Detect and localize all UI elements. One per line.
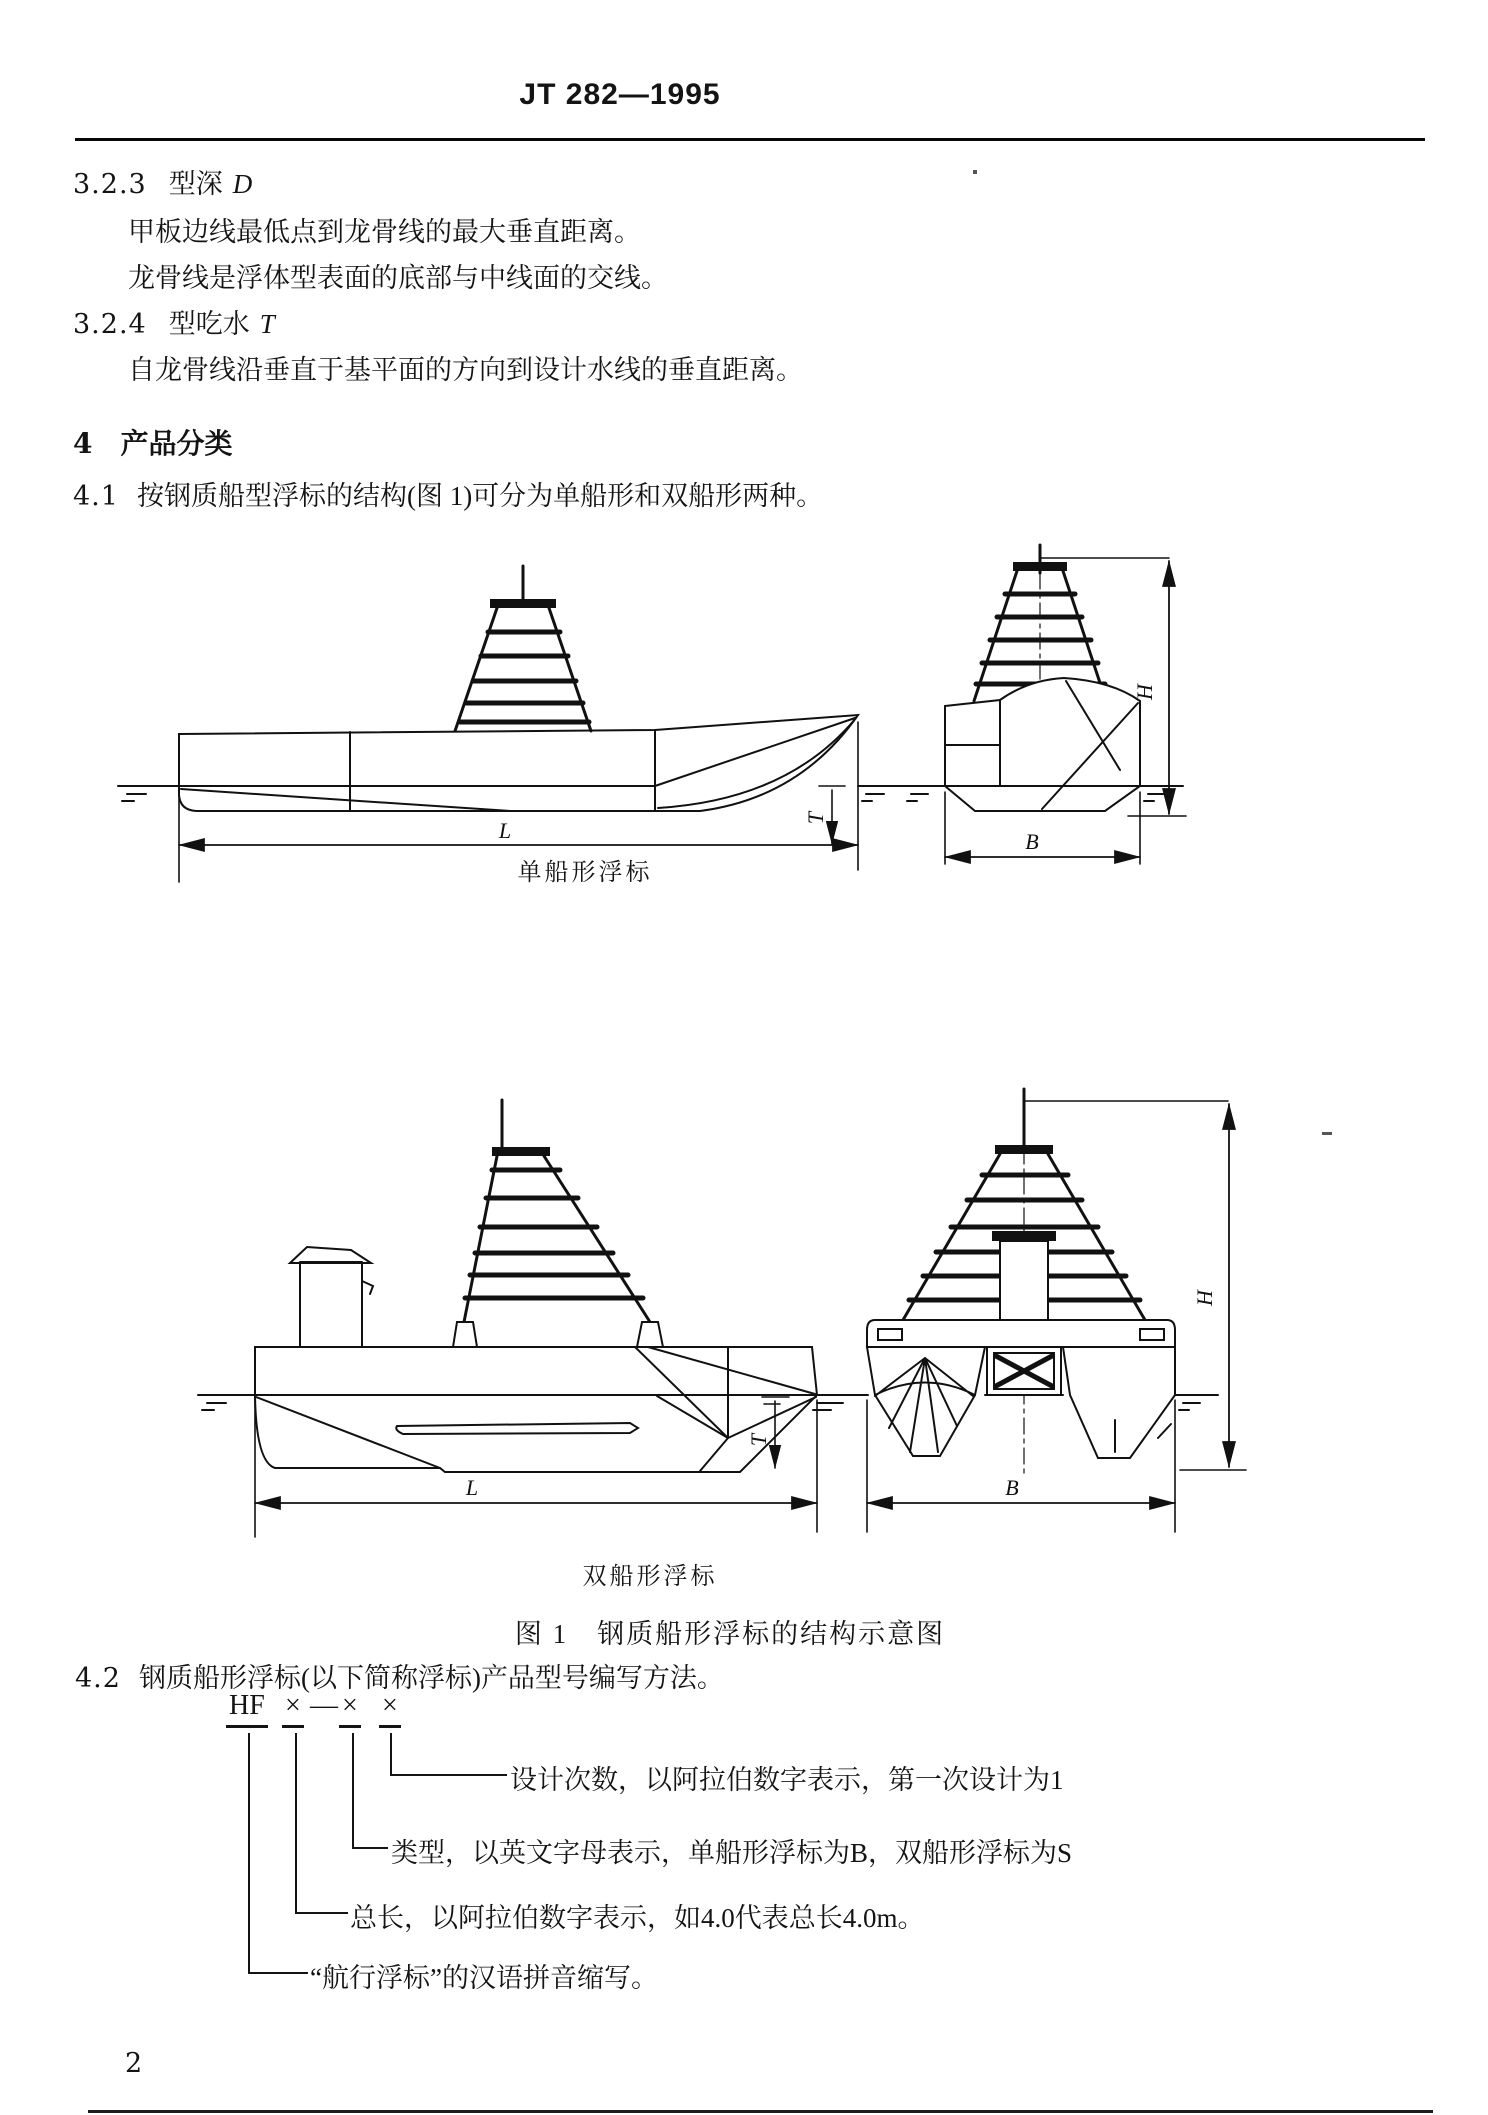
clause-number: 4.2 <box>75 1663 121 1694</box>
single-hull-buoy-drawing <box>70 540 1200 890</box>
double-hull-front-view <box>808 1089 1246 1532</box>
paragraph: 自龙骨线沿垂直于基平面的方向到设计水线的垂直距离。 <box>128 355 803 385</box>
double-hull-buoy-drawing <box>130 1080 1290 1560</box>
standard-code-header: JT 282—1995 <box>519 78 721 111</box>
dimension-label-L: L <box>465 1475 479 1500</box>
section-number: 3.2.4 <box>73 309 147 340</box>
dimension-label-T: T <box>746 1433 771 1447</box>
deck-slab <box>867 1320 1175 1347</box>
callout-line-type <box>352 1733 388 1849</box>
symbol-depth-D: D <box>232 169 253 199</box>
dimension-label-B: B <box>1005 1475 1019 1500</box>
dimension-label-L: L <box>498 818 512 843</box>
daymark-tower-side <box>455 566 591 731</box>
dimension-label-B: B <box>1025 829 1039 854</box>
clause-text: 钢质船形浮标(以下简称浮标)产品型号编写方法。 <box>138 1663 724 1693</box>
daymark-tower-side <box>453 1100 663 1347</box>
right-hull <box>1063 1347 1175 1458</box>
radar-reflector <box>987 1231 1061 1395</box>
single-hull-front-view <box>903 545 1186 864</box>
model-code-x1: × <box>282 1690 304 1728</box>
model-code-x2: × <box>339 1690 361 1728</box>
section-title: 型深 <box>168 169 223 199</box>
callout-type: 类型，以英文字母表示，单船形浮标为B，双船形浮标为S <box>391 1838 1073 1868</box>
model-code-prefix: HF <box>226 1690 268 1728</box>
model-code-dash: — <box>310 1690 338 1721</box>
scan-bottom-edge <box>88 2110 1433 2113</box>
callout-line-pinyin <box>248 1733 308 1974</box>
symbol-draft-T: T <box>259 309 275 339</box>
paragraph: 龙骨线是浮体型表面的底部与中线面的交线。 <box>128 263 668 293</box>
section-number: 3.2.3 <box>73 169 147 200</box>
callout-length: 总长，以阿拉伯数字表示，如4.0代表总长4.0m。 <box>350 1903 925 1933</box>
section-title: 型吃水 <box>168 309 250 339</box>
clause-text: 按钢质船型浮标的结构(图 1)可分为单船形和双船形两种。 <box>136 481 824 511</box>
chapter-number: 4 <box>73 427 93 460</box>
chapter-heading-4 <box>73 422 233 462</box>
header-rule <box>75 138 1425 141</box>
cabin <box>290 1247 373 1347</box>
clause-number: 4.1 <box>73 481 119 512</box>
section-heading-3-2-3 <box>73 170 252 200</box>
chapter-title: 产品分类 <box>120 428 233 459</box>
scan-speck <box>1322 1132 1332 1135</box>
callout-design: 设计次数，以阿拉伯数字表示，第一次设计为1 <box>510 1765 1064 1795</box>
left-hull <box>867 1347 985 1456</box>
callout-pinyin: “航行浮标”的汉语拼音缩写。 <box>310 1963 658 1993</box>
dimension-label-H: H <box>1192 1290 1217 1306</box>
paragraph: 甲板边线最低点到龙骨线的最大垂直距离。 <box>128 217 641 247</box>
dimension-label-T: T <box>803 811 828 825</box>
page-number: 2 <box>125 2048 143 2079</box>
scan-speck <box>973 170 977 174</box>
caption-single-hull: 单船形浮标 <box>517 860 653 886</box>
caption-double-hull: 双船形浮标 <box>582 1564 718 1590</box>
clause-4-1 <box>73 482 823 512</box>
double-hull-side-view <box>198 1100 868 1537</box>
dimension-label-H: H <box>1132 684 1157 700</box>
model-code-x3: × <box>379 1690 401 1728</box>
figure-1-title: 图 1 钢质船形浮标的结构示意图 <box>514 1619 946 1649</box>
callout-line-design <box>390 1733 507 1776</box>
section-heading-3-2-4 <box>73 310 275 340</box>
